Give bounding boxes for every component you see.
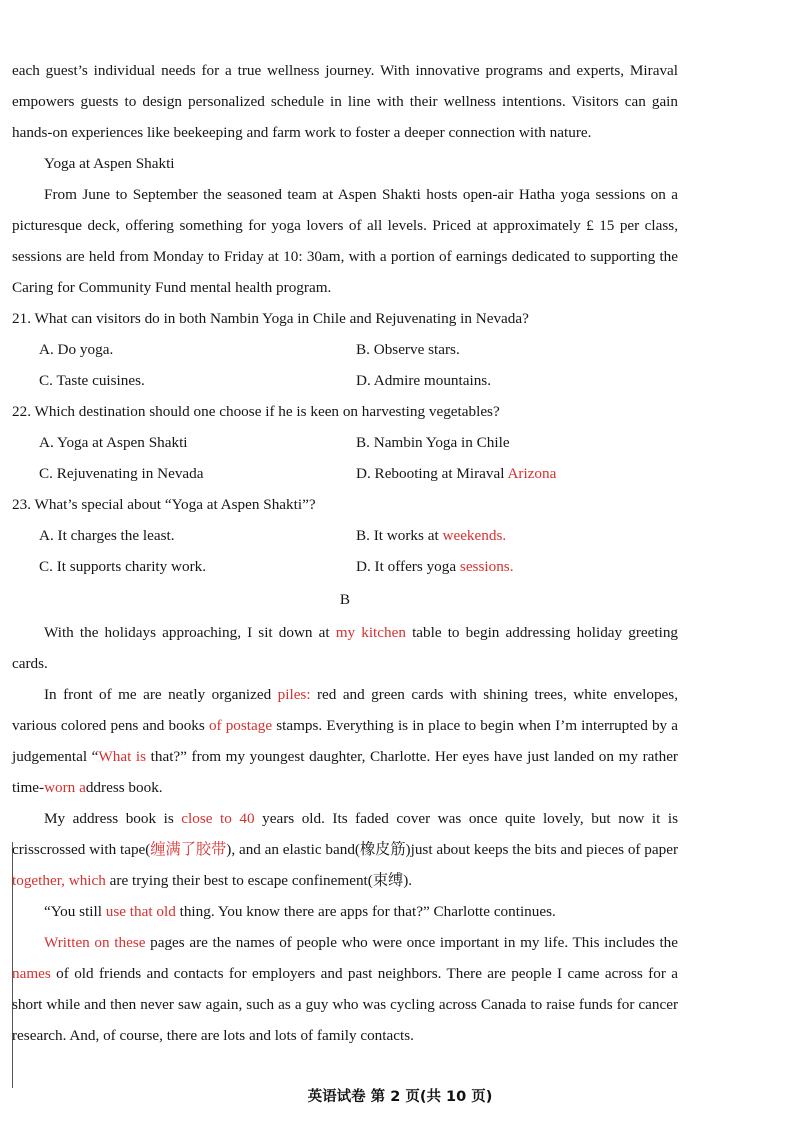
passage-a-paragraph-1: each guest’s individual needs for a true wellness journey. With innovative programs and experts, Miraval empowers guests to design personalized schedule in line with their wellness intentions. Visitors can gain hands-on experiences like beekeeping and farm work to foster a deeper connection with nature. — [12, 62, 678, 141]
red-mark: Written on these — [44, 934, 146, 951]
exam-page — [12, 55, 678, 1051]
question-23 — [12, 489, 678, 582]
text-run: “You still — [44, 903, 106, 920]
question-22-option-c[interactable]: C. Rejuvenating in Nevada — [39, 465, 204, 482]
question-21-options-row-2 — [12, 365, 678, 396]
question-23-option-b-red-mark: weekends. — [442, 527, 507, 544]
question-23-options-row-1 — [12, 520, 678, 551]
passage-a-paragraph-2: From June to September the seasoned team at Aspen Shakti hosts open-air Hatha yoga sessions on a picturesque deck, offering something for yoga lovers of all levels. Priced at approximately £ 15 per class, sessions are held from Monday to Friday at 10: 30am, with a portion of earnings dedicated to supporting the Caring for Community Fund mental health program. — [12, 186, 678, 296]
question-23-option-d-text: D. It offers yoga — [356, 558, 460, 575]
passage-b-paragraph-1 — [12, 617, 678, 679]
text-run: ddress book. — [85, 779, 163, 796]
text-run: are trying their best to escape confinement(束缚). — [105, 872, 413, 889]
red-mark: worn a — [44, 779, 86, 796]
text-run: that?” from my youngest daughter, Charlotte. Her eyes have just landed on my rather time- — [12, 748, 678, 796]
text-run: of old friends and contacts for employers and past neighbors. There are people I came across for a short while and then never saw again, such as a guy who was cycling across Canada to raise funds for cancer research. And, of course, there are lots and lots of family contacts. — [12, 965, 678, 1044]
text-run: years old. Its faded cover was once quite lovely, but now it is crisscrossed with tape( — [12, 810, 678, 858]
question-22-option-b[interactable]: B. Nambin Yoga in Chile — [356, 434, 510, 451]
question-22-option-d-text: D. Rebooting at Miraval — [356, 465, 508, 482]
text-run: red and green cards with shining trees, white envelopes, various colored pens and books — [12, 686, 678, 734]
question-22-options-row-1 — [12, 427, 678, 458]
red-mark: What is — [98, 748, 147, 765]
question-21-options-row-1 — [12, 334, 678, 365]
question-21-stem: 21. What can visitors do in both Nambin Yoga in Chile and Rejuvenating in Nevada? — [12, 310, 529, 327]
passage-b-paragraph-2 — [12, 679, 678, 803]
red-mark: together, which — [12, 872, 106, 889]
passage-b-paragraph-5 — [12, 927, 678, 1051]
section-heading-aspen-shakti: Yoga at Aspen Shakti — [44, 155, 175, 172]
section-b-title: B — [339, 591, 351, 608]
text-run: thing. You know there are apps for that?” Charlotte continues. — [175, 903, 556, 920]
question-23-option-a[interactable]: A. It charges the least. — [39, 527, 175, 544]
text-run: stamps. Everything is in place to begin when I’m interrupted by a judgemental “ — [12, 717, 678, 765]
question-21 — [12, 303, 678, 396]
question-21-option-a[interactable]: A. Do yoga. — [39, 341, 114, 358]
question-22-option-d[interactable] — [356, 458, 673, 489]
page-footer: 英语试卷 第 2 页(共 10 页) — [307, 1089, 493, 1105]
red-mark: names — [12, 965, 51, 982]
question-22-option-a[interactable]: A. Yoga at Aspen Shakti — [39, 434, 188, 451]
question-23-option-d-red-mark: sessions. — [459, 558, 514, 575]
passage-b-paragraph-4 — [12, 896, 678, 927]
question-23-option-b[interactable] — [356, 520, 673, 551]
text-run: table to begin addressing holiday greeting cards. — [12, 624, 679, 672]
text-run: With the holidays approaching, I sit down at — [44, 624, 336, 641]
red-mark: piles: — [277, 686, 311, 703]
question-21-option-c[interactable]: C. Taste cuisines. — [39, 372, 145, 389]
question-22-options-row-2 — [12, 458, 678, 489]
passage-b-paragraph-3 — [12, 803, 678, 896]
text-run: My address book is — [44, 810, 182, 827]
red-mark: of postage — [208, 717, 273, 734]
question-23-stem: 23. What’s special about “Yoga at Aspen Shakti”? — [12, 496, 316, 513]
question-22 — [12, 396, 678, 489]
question-21-option-b[interactable]: B. Observe stars. — [356, 341, 460, 358]
question-23-options-row-2 — [12, 551, 678, 582]
red-mark: use that old — [105, 903, 176, 920]
red-mark: close to 40 — [181, 810, 255, 827]
question-23-option-d[interactable] — [356, 551, 673, 582]
question-22-stem: 22. Which destination should one choose if he is keen on harvesting vegetables? — [12, 403, 500, 420]
red-mark: my kitchen — [335, 624, 406, 641]
text-run: In front of me are neatly organized — [44, 686, 278, 703]
red-mark: 缠满了胶带 — [150, 841, 227, 858]
question-23-option-b-text: B. It works at — [356, 527, 443, 544]
question-22-option-d-red-mark: Arizona — [507, 465, 557, 482]
text-run: ), and an elastic band(橡皮筋)just about keeps the bits and pieces of paper — [226, 841, 679, 858]
question-21-option-d[interactable]: D. Admire mountains. — [356, 372, 491, 389]
question-23-option-c[interactable]: C. It supports charity work. — [39, 558, 207, 575]
text-run: pages are the names of people who were once important in my life. This includes the — [145, 934, 678, 951]
